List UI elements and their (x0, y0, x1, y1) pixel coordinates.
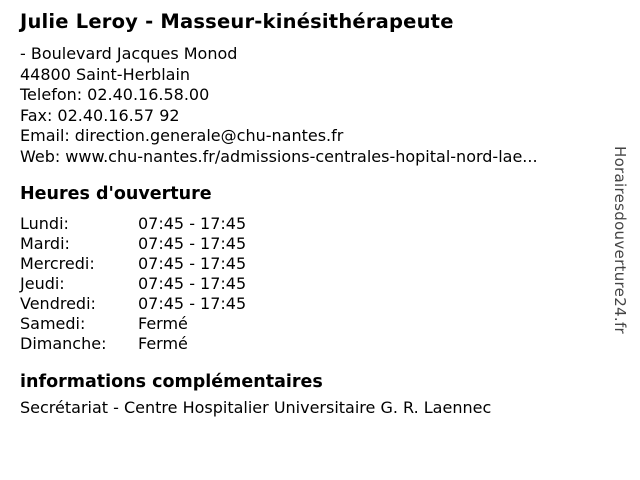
day-label: Dimanche: (20, 334, 107, 353)
web-label: Web: (20, 146, 61, 166)
phone-label: Telefon: (20, 85, 83, 104)
time-value: Fermé (138, 334, 188, 353)
address-city-line: 44800 Saint-Herblain (20, 64, 191, 84)
time-value: 07:45 - 17:45 (138, 254, 247, 273)
time-value: 07:45 - 17:45 (138, 234, 247, 253)
fax-line (20, 106, 538, 127)
address-street-line: - Boulevard Jacques Monod (20, 44, 238, 63)
email-link[interactable]: direction.generale@chu-nantes.fr (74, 126, 344, 145)
hours-row-tuesday (20, 234, 246, 254)
phone-line (20, 85, 538, 106)
email-label: Email: (20, 126, 70, 145)
web-line (20, 147, 538, 168)
hours-row-thursday (20, 274, 246, 294)
fax-value: 02.40.16.57 92 (57, 105, 180, 125)
hours-row-sunday (20, 334, 246, 354)
hours-row-saturday (20, 314, 246, 334)
time-value: 07:45 - 17:45 (138, 294, 247, 313)
opening-hours-heading: Heures d'ouverture (20, 184, 212, 204)
hours-row-wednesday (20, 254, 246, 274)
additional-info-heading: informations complémentaires (20, 372, 323, 392)
web-link[interactable]: www.chu-nantes.fr/admissions-centrales-hopital-nord-lae... (65, 146, 538, 166)
day-label: Jeudi: (20, 274, 65, 293)
hours-row-friday (20, 294, 246, 314)
time-value: 07:45 - 17:45 (138, 214, 247, 233)
time-value: Fermé (138, 314, 188, 333)
opening-hours-table (20, 214, 246, 354)
day-label: Mardi: (20, 234, 70, 253)
page-title: Julie Leroy - Masseur-kinésithérapeute (20, 10, 454, 33)
day-label: Lundi: (20, 214, 69, 233)
hours-row-monday (20, 214, 246, 234)
day-label: Vendredi: (20, 294, 96, 313)
contact-info (20, 44, 538, 167)
additional-info-text: Secrétariat - Centre Hospitalier Universitaire G. R. Laennec (20, 398, 492, 417)
site-watermark: Horairesdouverture24.fr (611, 146, 629, 334)
phone-value: 02.40.16.58.00 (87, 85, 210, 104)
day-label: Mercredi: (20, 254, 95, 273)
day-label: Samedi: (20, 314, 86, 333)
fax-label: Fax: (20, 105, 53, 125)
time-value: 07:45 - 17:45 (138, 274, 247, 293)
email-line (20, 126, 538, 147)
